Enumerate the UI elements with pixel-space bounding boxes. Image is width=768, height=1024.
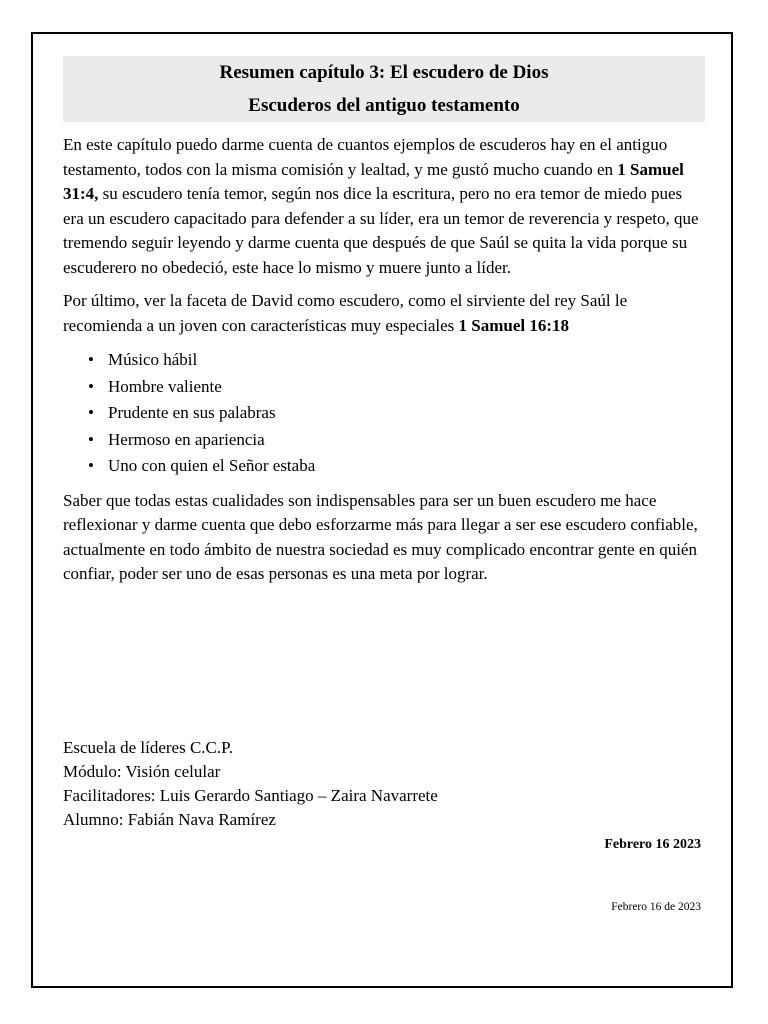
paragraph-david-lead: Por último, ver la faceta de David como escudero, como el sirviente del rey Saúl le recomienda a un joven con características muy especiales (63, 291, 628, 335)
document-title: Resumen capítulo 3: El escudero de Dios (219, 62, 549, 83)
list-item-text: Prudente en sus palabras (108, 403, 276, 423)
school-line: Escuela de líderes C.C.P. (63, 738, 233, 757)
paragraph-intro-rest: su escudero tenía temor, según nos dice la escritura, pero no era temor de miedo pues era un escudero capacitado para defender a su líder, era un temor de reverencia y respeto, que tremendo seguir leyendo y darme cuenta que después de que Saúl se quita la vida porque su escuderero no obedeció, este hace lo mismo y muere junto a líder. (63, 184, 699, 277)
student-line: Alumno: Fabián Nava Ramírez (63, 810, 276, 829)
facilitators-line: Facilitadores: Luis Gerardo Santiago – Zaira Navarrete (63, 786, 438, 805)
list-item (63, 453, 707, 480)
list-item-text: Músico hábil (108, 350, 198, 369)
scripture-ref-samuel-31: 1 Samuel 31:4, (63, 159, 684, 203)
date-footer: Febrero 16 de 2023 (611, 901, 701, 913)
bullet-icon: • (88, 429, 94, 449)
qualities-list (63, 347, 707, 480)
title-band (63, 56, 705, 122)
paragraph-intro (63, 133, 707, 280)
signature-block (63, 736, 438, 832)
list-item-text: Uno con quien el Señor estaba (108, 456, 316, 476)
document-page (31, 32, 733, 988)
list-item (63, 347, 707, 374)
paragraph-david (63, 289, 707, 338)
module-line: Módulo: Visión celular (63, 762, 221, 781)
paragraph-reflection: Saber que todas estas cualidades son indispensables para ser un buen escudero me hace reflexionar y darme cuenta que debo esforzarme más para llegar a ser ese escudero confiable, actualmente en todo ámbito de nuestra sociedad es muy complicado encontrar gente en quién confiar, poder ser uno de esas personas es una meta por lograr. (63, 490, 698, 584)
list-item (63, 427, 707, 454)
list-item-text: Hermoso en apariencia (108, 429, 265, 449)
document-subtitle: Escuderos del antiguo testamento (248, 95, 520, 116)
list-item (63, 374, 707, 401)
bullet-icon: • (88, 376, 94, 396)
list-item-text: Hombre valiente (108, 376, 222, 396)
document-body (63, 133, 707, 596)
bullet-icon: • (88, 456, 94, 476)
bullet-icon: • (88, 403, 94, 423)
date-bold: Febrero 16 2023 (604, 837, 701, 852)
list-item (63, 400, 707, 427)
bullet-icon: • (88, 350, 94, 369)
scripture-ref-samuel-16: 1 Samuel 16:18 (458, 315, 570, 335)
paragraph-intro-lead: En este capítulo puedo darme cuenta de cuantos ejemplos de escuderos hay en el antiguo testamento, todos con la misma comisión y lealtad, y me gustó mucho cuando en (63, 135, 668, 179)
